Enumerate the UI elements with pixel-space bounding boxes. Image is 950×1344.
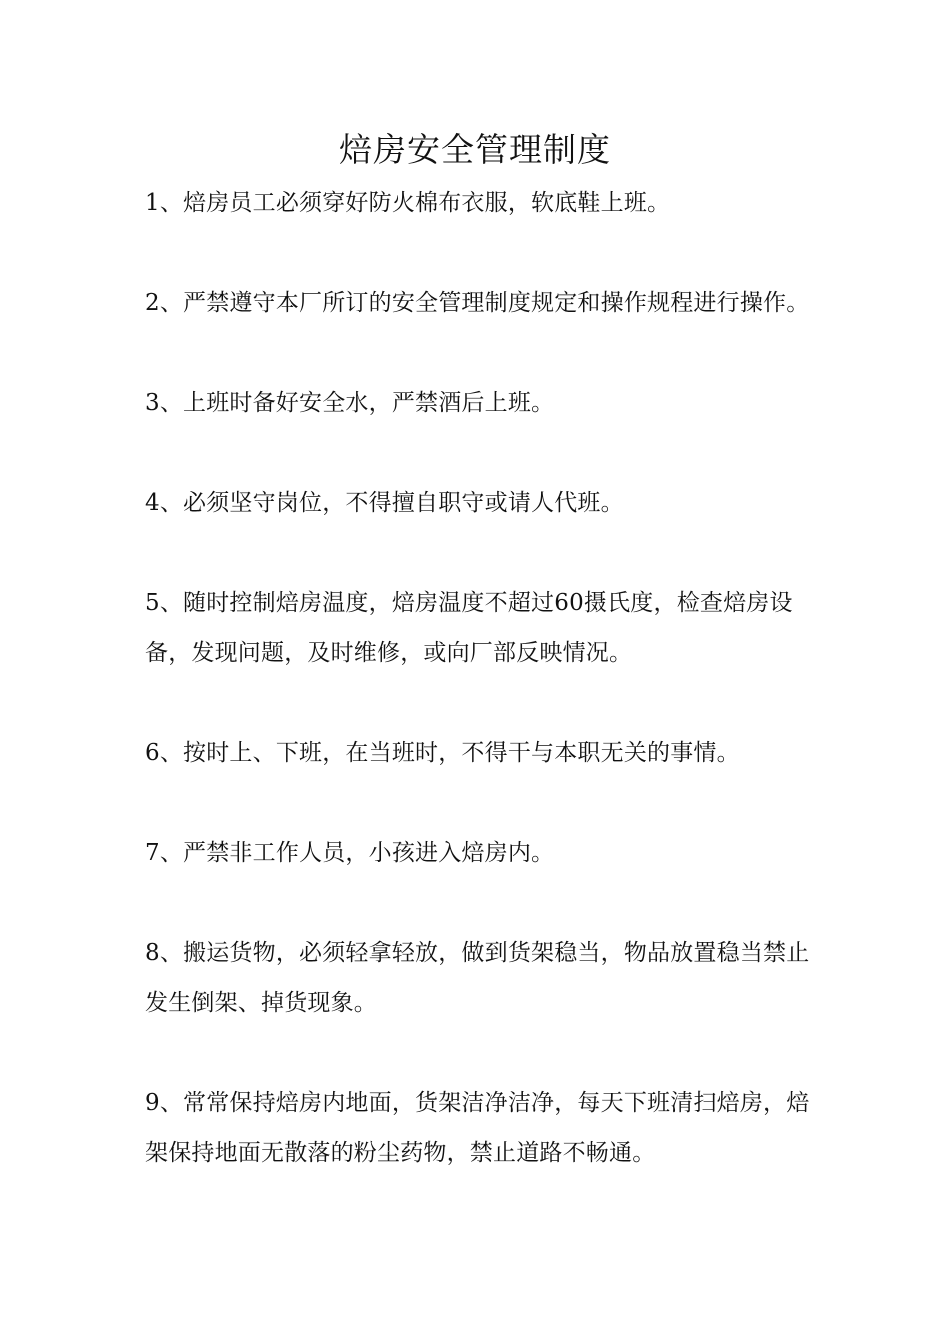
rule-item-3: 3、上班时备好安全水，严禁酒后上班。 — [145, 390, 555, 416]
rule-item-4: 4、必须坚守岗位，不得擅自职守或请人代班。 — [145, 490, 624, 516]
rule-item-6: 6、按时上、下班，在当班时，不得干与本职无关的事情。 — [145, 740, 740, 766]
document-title: 焙房安全管理制度 — [339, 130, 611, 169]
rule-item-1: 1、焙房员工必须穿好防火棉布衣服，软底鞋上班。 — [145, 190, 671, 216]
rule-item-5: 5、随时控制焙房温度，焙房温度不超过60摄氏度，检查焙房设备，发现问题，及时维修，或向厂部反映情况。 — [145, 590, 793, 666]
rule-item-8: 8、搬运货物，必须轻拿轻放，做到货架稳当，物品放置稳当禁止发生倒架、掉货现象。 — [145, 940, 810, 1016]
rule-list — [145, 178, 810, 1228]
rule-item-9: 9、常常保持焙房内地面，货架洁净洁净，每天下班清扫焙房，焙架保持地面无散落的粉尘药物，禁止道路不畅通。 — [145, 1090, 810, 1166]
rule-item-7: 7、严禁非工作人员，小孩进入焙房内。 — [145, 840, 555, 866]
rule-item-2: 2、严禁遵守本厂所订的安全管理制度规定和操作规程进行操作。 — [145, 290, 810, 316]
